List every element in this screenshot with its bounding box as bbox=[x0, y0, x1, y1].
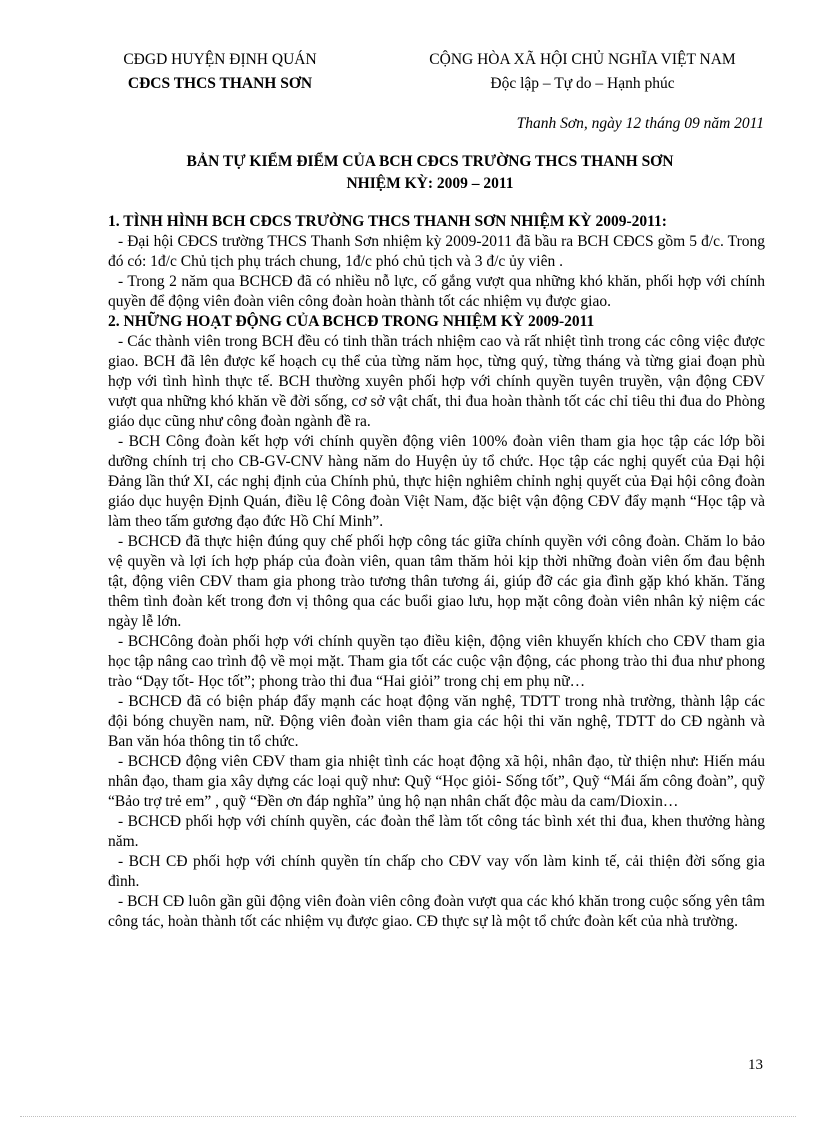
paragraph: - Đại hội CĐCS trường THCS Thanh Sơn nhiệm kỳ 2009-2011 đã bầu ra BCH CĐCS gồm 5 đ/c. Trong đó có: 1đ/c Chủ tịch phụ trách chung, 1đ/c phó chủ tịch và 3 đ/c ủy viên . bbox=[108, 233, 765, 270]
national-title: CỘNG HÒA XÃ HỘI CHỦ NGHĨA VIỆT NAM bbox=[429, 51, 736, 68]
paragraph: - BCHCĐ động viên CĐV tham gia nhiệt tình các hoạt động xã hội, nhân đạo, từ thiện như: Hiến máu nhân đạo, tham gia xây dựng các loại quỹ như: Quỹ “Học giỏi- Sống tốt”, Quỹ “Mái ấm công đoàn”, quỹ “Bảo trợ trẻ em” , quỹ “Đền ơn đáp nghĩa” ủng hộ nạn nhân chất độc màu da cam/Dioxin… bbox=[108, 753, 765, 810]
paragraph: - BCH Công đoàn kết hợp với chính quyền động viên 100% đoàn viên tham gia học tập các lớp bồi dưỡng chính trị cho CB-GV-CNV hàng năm do Huyện ủy tổ chức. Học tập các nghị quyết của Đại hội Đảng lần thứ XI, các nghị định của Chính phủ, thực hiện nghiêm chỉnh nghị quyết của Đại hội công đoàn giáo dục huyện Định Quán, điều lệ Công đoàn Việt Nam, đặc biệt vận động CĐV đẩy mạnh “Học tập và làm theo tấm gương đạo đức Hồ Chí Minh”. bbox=[108, 433, 765, 530]
document-body bbox=[108, 212, 765, 932]
paragraph: - BCH CĐ luôn gần gũi động viên đoàn viên công đoàn vượt qua các khó khăn trong cuộc sống yên tâm công tác, hoàn thành tốt các nhiệm vụ được giao. CĐ thực sự là một tổ chức đoàn kết của nhà trường. bbox=[108, 893, 765, 930]
title-line-1: BẢN TỰ KIỂM ĐIỂM CỦA BCH CĐCS TRƯỜNG THCS THANH SƠN bbox=[186, 153, 674, 170]
issuer-line-1: CĐGD HUYỆN ĐỊNH QUÁN bbox=[123, 51, 317, 68]
page-number: 13 bbox=[748, 1057, 763, 1073]
paragraph: - Các thành viên trong BCH đều có tinh thần trách nhiệm cao và rất nhiệt tình trong các công việc được giao. BCH đã lên được kế hoạch cụ thể của từng năm học, từng quý, từng tháng và từng giai đoạn phù hợp với tình hình thực tế. BCH thường xuyên phối hợp với chính quyền tuyên truyền, vận động CĐV vượt qua những khó khăn về đời sống, cơ sở vật chất, thi đua hoàn thành tốt các chỉ tiêu thi đua do Phòng giáo dục cũng như công đoàn ngành đề ra. bbox=[108, 333, 765, 430]
paragraph: - Trong 2 năm qua BCHCĐ đã có nhiều nỗ lực, cố gắng vượt qua những khó khăn, phối hợp với chính quyền để động viên đoàn viên công đoàn hoàn thành tốt các nhiệm vụ được giao. bbox=[108, 273, 765, 310]
paragraph: - BCHCĐ phối hợp với chính quyền, các đoàn thể làm tốt công tác bình xét thi đua, khen thưởng hàng năm. bbox=[108, 813, 765, 850]
national-motto: Độc lập – Tự do – Hạnh phúc bbox=[490, 75, 675, 92]
section-2-heading: 2. NHỮNG HOẠT ĐỘNG CỦA BCHCĐ TRONG NHIỆM KỲ 2009-2011 bbox=[108, 313, 595, 330]
document-title bbox=[100, 151, 760, 195]
title-line-2: NHIỆM KỲ: 2009 – 2011 bbox=[346, 175, 514, 192]
paragraph: - BCH CĐ phối hợp với chính quyền tín chấp cho CĐV vay vốn làm kinh tế, cải thiện đời sống gia đình. bbox=[108, 853, 765, 890]
document-date: Thanh Sơn, ngày 12 tháng 09 năm 2011 bbox=[516, 115, 764, 132]
paragraph: - BCHCông đoàn phối hợp với chính quyền tạo điều kiện, động viên khuyến khích cho CĐV tham gia học tập nâng cao trình độ về mọi mặt. Tham gia tốt các cuộc vận động, các phong trào thi đua như phong trào “Dạy tốt- Học tốt”; phong trào thi đua “Hai giỏi” trong chị em phụ nữ… bbox=[108, 633, 765, 690]
footer-divider bbox=[20, 1116, 796, 1117]
section-1-heading: 1. TÌNH HÌNH BCH CĐCS TRƯỜNG THCS THANH SƠN NHIỆM KỲ 2009-2011: bbox=[108, 213, 667, 230]
issuer-line-2: CĐCS THCS THANH SƠN bbox=[127, 75, 313, 92]
paragraph: - BCHCĐ đã thực hiện đúng quy chế phối hợp công tác giữa chính quyền với công đoàn. Chăm lo bảo vệ quyền và lợi ích hợp pháp của đoàn viên, quan tâm thăm hỏi kịp thời những đoàn viên ốm đau bệnh tật, động viên CĐV tham gia phong trào tương thân tương ái, giúp đỡ các gia đình gặp khó khăn. Tăng thêm tình đoàn kết trong đơn vị thông qua các buổi giao lưu, họp mặt công đoàn viên nhân kỷ niệm các ngày lễ lớn. bbox=[108, 533, 765, 630]
paragraph: - BCHCĐ đã có biện pháp đẩy mạnh các hoạt động văn nghệ, TDTT trong nhà trường, thành lập các đội bóng chuyền nam, nữ. Động viên đoàn viên tham gia các hội thi văn nghệ, TDTT do CĐ ngành và Ban văn hóa thông tin tổ chức. bbox=[108, 693, 765, 750]
